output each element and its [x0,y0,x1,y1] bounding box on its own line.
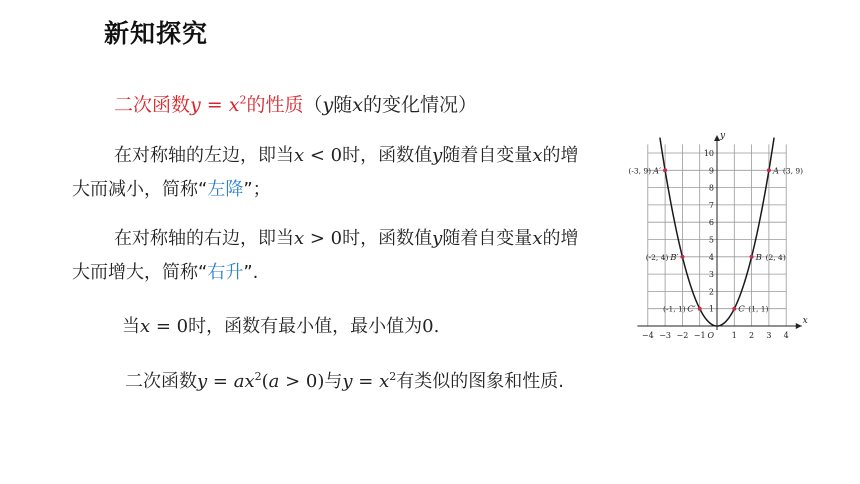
subtitle-mid: 随 [333,94,353,116]
x-tick-label: 1 [731,331,737,340]
y-tick-label: 6 [708,218,714,228]
point-coord-label: (-1, 1) [662,304,686,314]
math-var: a [233,371,245,392]
y-tick-label: 8 [708,183,714,193]
left-decrease-paragraph [72,139,592,207]
y-tick-label: 5 [708,235,714,245]
highlight-term-right-increase: 右升 [207,262,244,283]
point-marker [732,307,736,311]
subtitle-formula-y: y [190,94,201,116]
math-var: x [244,371,255,392]
text: 的增大而减小，简称“ [72,145,579,200]
right-increase-paragraph [72,222,592,290]
y-axis-label: y [720,131,726,141]
text: 二次函数 [125,371,197,392]
y-tick-label: 4 [708,252,714,262]
subtitle-prefix: 二次函数 [114,94,191,116]
point-marker [680,255,684,259]
math-var: y [342,371,353,392]
math-op: = [352,371,380,392]
x-tick-label: 2 [749,331,755,340]
math-op: = 0 [150,316,189,337]
y-tick-label: 7 [708,200,714,210]
point-coord-label: (2, 4) [765,252,786,262]
similar-graph-line [125,367,564,393]
text: ”. [243,262,259,283]
math-var: y [197,371,208,392]
point-name-label: C′ [687,304,696,315]
parabola-graph [608,130,814,348]
text: 在对称轴的右边，即当 [114,228,294,249]
subtitle-formula-exp: 2 [239,93,247,107]
math-var: x [532,145,543,166]
text: 当 [122,316,140,337]
section-subtitle [114,90,477,117]
math-op: > 0 [304,228,343,249]
subtitle-formula-eq: = [200,94,229,116]
text: 时，函数有最小值，最小值为 [188,316,423,337]
x-tick-label: −4 [641,331,654,340]
text: 与 [324,371,343,392]
point-name-label: A′ [653,166,662,177]
math-var: x [379,371,390,392]
page-title: 新知探究 [104,19,209,48]
y-tick-label: 9 [708,166,714,176]
text: 时，函数值 [342,145,433,166]
x-tick-label: 3 [766,331,772,340]
text: ”； [243,179,271,200]
subtitle-suffix: 的性质 [246,94,304,116]
x-tick-label: −1 [693,331,706,340]
y-tick-label: 1 [708,304,714,314]
subtitle-formula-x: x [228,94,240,116]
x-tick-label: −3 [659,331,671,340]
x-axis-arrow [796,323,802,329]
text: 在对称轴的左边，即当 [114,145,294,166]
math-op: > 0) [279,371,325,392]
point-marker [663,168,667,172]
y-tick-label: 2 [708,287,714,297]
text: 的增大而增大，简称“ [72,228,579,283]
y-tick-label: 10 [703,149,714,158]
text: 随着自变量 [442,228,533,249]
x-axis-label: x [802,316,808,326]
point-name-label: A [772,166,780,177]
x-tick-label: −2 [676,331,689,340]
subtitle-var-x: x [352,94,363,116]
math-op: = [207,371,234,392]
point-coord-label: (3, 9) [782,166,804,176]
y-tick-label: 3 [708,270,714,280]
math-var: y [432,228,443,249]
point-marker [698,307,702,311]
text: 时，函数值 [342,228,433,249]
point-marker [750,255,754,259]
subtitle-paren: （ [303,94,323,116]
point-name-label: B′ [670,252,679,263]
math-exponent: 2 [254,370,262,383]
point-coord-label: (1, 1) [748,304,769,314]
minimum-value-line [122,312,439,338]
math-exponent: 2 [389,370,397,383]
point-name-label: B [755,252,762,263]
math-op: ( [261,371,269,392]
math-var: x [294,145,305,166]
math-var: x [532,228,543,249]
subtitle-var-y: y [322,94,334,116]
x-tick-label: 4 [783,331,789,340]
math-var: x [294,228,305,249]
point-marker [767,168,771,172]
math-number: 0. [422,316,440,337]
subtitle-tail: 的变化情况） [362,94,477,116]
point-name-label: C [738,304,745,315]
point-coord-label: (-3, 9) [628,166,652,176]
origin-label: O [707,331,714,340]
math-var: a [268,371,280,392]
text: 有类似的图象和性质. [396,371,564,392]
math-var: y [432,145,443,166]
point-coord-label: (-2, 4) [645,252,669,262]
text: 随着自变量 [442,145,533,166]
math-var: x [140,316,151,337]
points [628,166,803,314]
math-op: < 0 [304,145,343,166]
highlight-term-left-decrease: 左降 [207,179,244,200]
